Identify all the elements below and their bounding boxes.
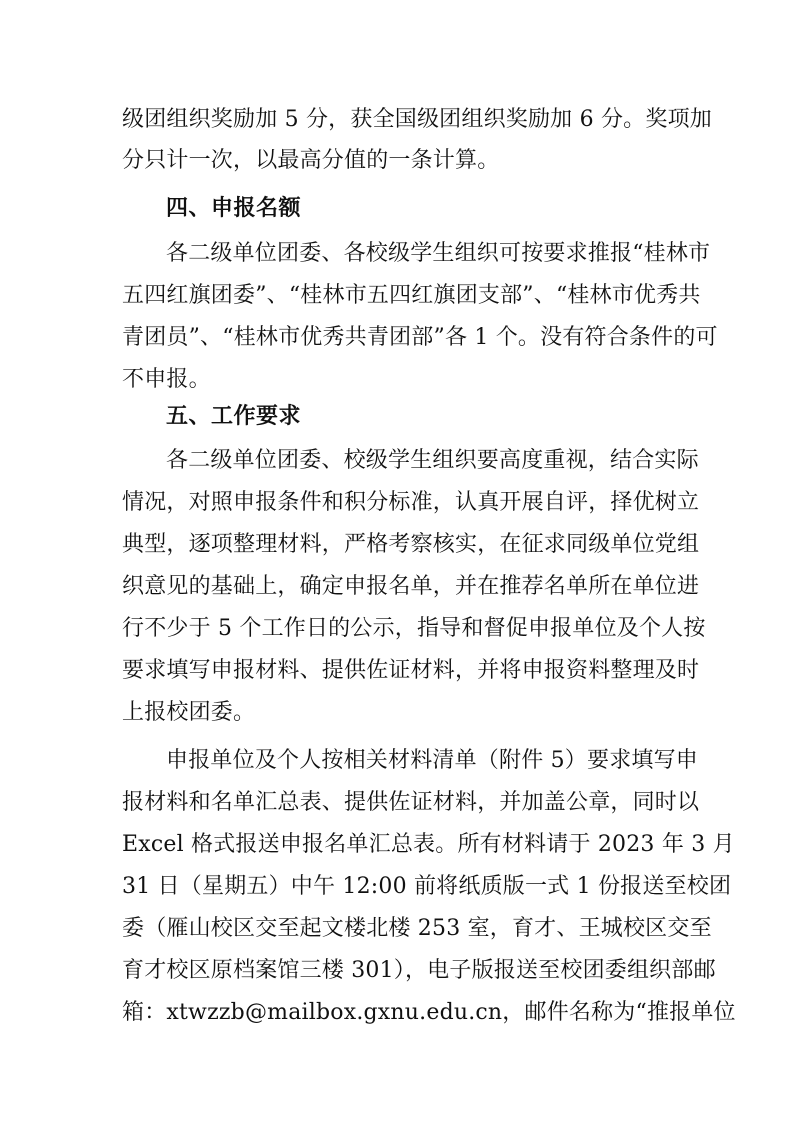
body-text-line: 分只计一次，以最高分值的一条计算。 — [122, 148, 500, 173]
body-text-line: 青团员”、“桂林市优秀共青团部”各 1 个。没有符合条件的可 — [122, 325, 718, 350]
body-text-line: 情况，对照申报条件和积分标准，认真开展自评，择优树立 — [122, 490, 700, 515]
body-text-line: 上报校团委。 — [122, 700, 256, 725]
body-text-line: 委（雁山校区交至起文楼北楼 253 室，育才、王城校区交至 — [122, 916, 712, 941]
body-text-line: 级团组织奖励加 5 分，获全国级团组织奖励加 6 分。奖项加 — [122, 107, 712, 132]
body-text-line: 典型，逐项整理材料，严格考察核实，在征求同级单位党组 — [122, 532, 700, 557]
body-text-line: 箱：xtwzzb@mailbox.gxnu.edu.cn，邮件名称为“推报单位 — [122, 1000, 736, 1025]
body-text-line: 行不少于 5 个工作日的公示，指导和督促申报单位及个人按 — [122, 616, 706, 641]
section-heading-quota: 四、申报名额 — [166, 196, 302, 221]
body-text-line: 各二级单位团委、各校级学生组织可按要求推报“桂林市 — [166, 241, 711, 266]
body-text-line: 报材料和名单汇总表、提供佐证材料，并加盖公章，同时以 — [122, 790, 700, 815]
body-text-line: 五四红旗团委”、“桂林市五四红旗团支部”、“桂林市优秀共 — [122, 283, 701, 308]
body-text-line: Excel 格式报送申报名单汇总表。所有材料请于 2023 年 3 月 — [122, 832, 735, 857]
body-text-line: 不申报。 — [122, 367, 211, 392]
body-text-line: 育才校区原档案馆三楼 301），电子版报送至校团委组织部邮 — [122, 958, 716, 983]
body-text-line: 31 日（星期五）中午 12:00 前将纸质版一式 1 份报送至校团 — [122, 874, 732, 899]
body-text-line: 织意见的基础上，确定申报名单，并在推荐名单所在单位进 — [122, 574, 700, 599]
body-text-line: 要求填写申报材料、提供佐证材料，并将申报资料整理及时 — [122, 658, 700, 683]
body-text-line: 申报单位及个人按相关材料清单（附件 5）要求填写申 — [166, 748, 698, 773]
body-text-line: 各二级单位团委、校级学生组织要高度重视，结合实际 — [166, 448, 699, 473]
section-heading-requirements: 五、工作要求 — [166, 404, 302, 429]
